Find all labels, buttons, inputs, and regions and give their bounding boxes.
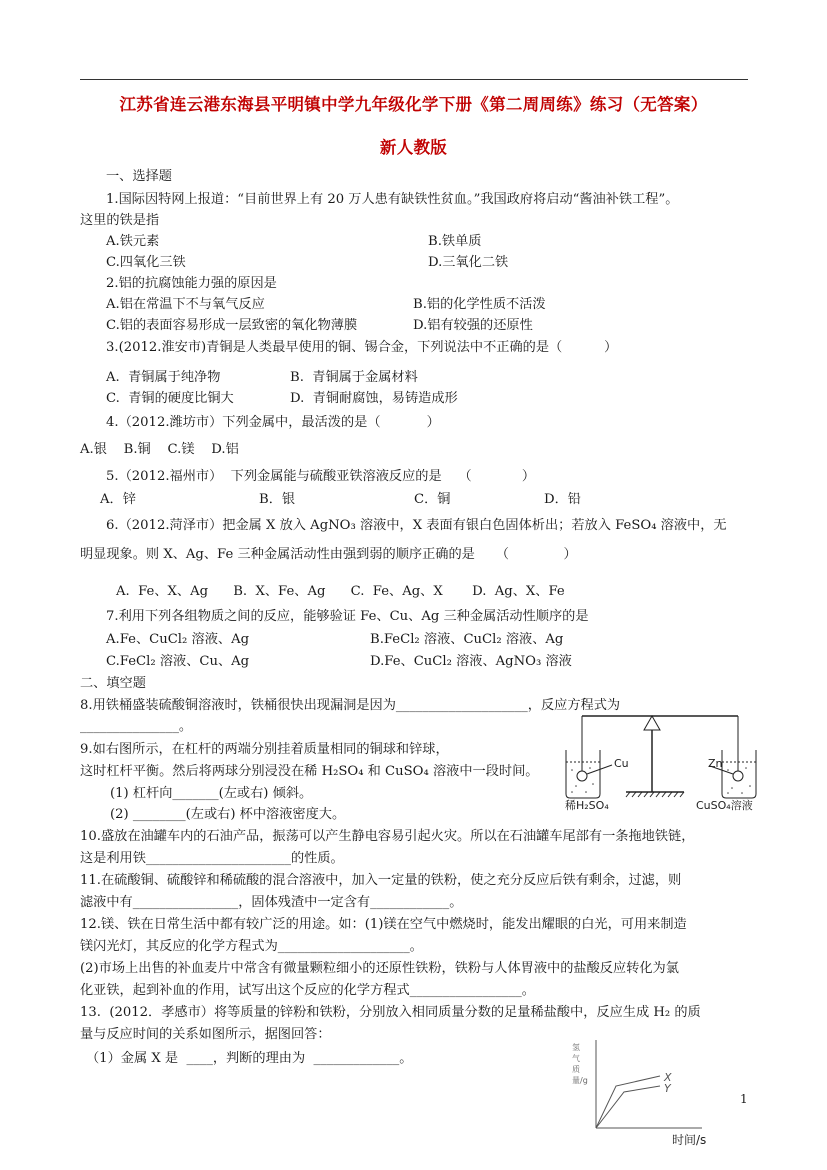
- text-line: （1）金属 X 是 ____，判断的理由为 _____________。: [86, 1051, 413, 1066]
- text-line: 7.利用下列各组物质之间的反应，能够验证 Fe、Cu、Ag 三种金属活动性顺序的是: [106, 609, 589, 624]
- text-line: B.铁单质: [428, 234, 482, 249]
- text-line: 6.（2012.菏泽市）把金属 X 放入 AgNO₃ 溶液中，X 表面有银白色固体析出；若放入 FeSO₄ 溶液中，无: [106, 518, 727, 533]
- text-line: D. 青铜耐腐蚀，易铸造成形: [290, 391, 458, 406]
- text-line: B.铝的化学性质不活泼: [413, 297, 546, 312]
- text-line: C.FeCl₂ 溶液、Cu、Ag: [106, 654, 250, 669]
- label-right-beaker: CuSO₄溶液: [696, 799, 753, 812]
- text-line: A.铁元素: [106, 234, 160, 249]
- text-line: 滤液中有________________，固体残渣中一定含有____________。: [80, 895, 463, 910]
- graph-y-label: 氢气质量/g: [572, 1043, 588, 1085]
- text-line: D.三氧化二铁: [428, 255, 509, 270]
- text-line: D.铝有较强的还原性: [413, 318, 533, 333]
- text-line: 1.国际因特网上报道：“目前世界上有 20 万人患有缺铁性贫血。”我国政府将启动“酱油补铁工程”。: [106, 192, 679, 207]
- text-line: B. 青铜属于金属材料: [290, 370, 418, 385]
- text-line: 明显现象。则 X、Ag、Fe 三种金属活动性由强到弱的顺序正确的是 （ ）: [80, 547, 577, 562]
- text-line: 5.（2012.福州市） 下列金属能与硫酸亚铁溶液反应的是 （ ）: [106, 469, 536, 484]
- graph-series-x-label: X: [664, 1071, 672, 1084]
- text-line: 这时杠杆平衡。然后将两球分别浸没在稀 H₂SO₄ 和 CuSO₄ 溶液中一段时间。: [80, 764, 539, 779]
- page-number: 1: [740, 1092, 748, 1106]
- lever-beaker-figure: [560, 708, 760, 810]
- text-line: B．银: [259, 492, 296, 507]
- text-line: 12.镁、铁在日常生活中都有较广泛的用途。如：(1)镁在空气中燃烧时，能发出耀眼的白光，可用来制造: [80, 917, 687, 932]
- label-left-beaker: 稀H₂SO₄: [565, 799, 609, 812]
- text-line: 这是利用铁______________________的性质。: [80, 851, 344, 866]
- text-line: A. 青铜属于纯净物: [106, 370, 221, 385]
- text-line: 这里的铁是指: [80, 213, 160, 228]
- text-line: 8.用铁桶盛装硫酸铜溶液时，铁桶很快出现漏洞是因为____________________，反应方程式为: [80, 698, 621, 713]
- text-line: (2) ________(左或右) 杯中溶液密度大。: [110, 807, 346, 822]
- text-line: C.铝的表面容易形成一层致密的氧化物薄膜: [106, 318, 358, 333]
- text-line: 10.盛放在油罐车内的石油产品，振荡可以产生静电容易引起火灾。所以在石油罐车尾部有一条拖地铁链，: [80, 829, 695, 844]
- text-line: 二、填空题: [80, 676, 146, 691]
- text-line: C.四氧化三铁: [106, 255, 186, 270]
- document-title: 江苏省连云港东海县平明镇中学九年级化学下册《第二周周练》练习（无答案）: [119, 95, 708, 114]
- series-x-line: [596, 1076, 660, 1128]
- text-line: A.Fe、CuCl₂ 溶液、Ag: [106, 632, 250, 647]
- text-line: D.Fe、CuCl₂ 溶液、AgNO₃ 溶液: [370, 654, 572, 669]
- text-line: 3.(2012.淮安市)青铜是人类最早使用的铜、锡合金，下列说法中不正确的是（ ）: [106, 340, 618, 355]
- hydrogen-time-graph: [590, 1036, 710, 1136]
- text-line: A.银 B.铜 C.镁 D.铝: [80, 442, 239, 457]
- text-line: 一、选择题: [106, 169, 172, 184]
- label-cu: Cu: [614, 757, 629, 770]
- text-line: 2.铝的抗腐蚀能力强的原因是: [106, 276, 277, 291]
- document-subtitle: 新人教版: [379, 138, 448, 157]
- text-line: _______________。: [80, 719, 193, 734]
- text-line: 量与反应时间的关系如图所示，据图回答：: [80, 1027, 331, 1042]
- text-line: (1) 杠杆向_______(左或右) 倾斜。: [110, 786, 313, 801]
- graph-x-label: 时间/s: [672, 1133, 707, 1147]
- zinc-ball: [733, 771, 743, 781]
- text-line: 11.在硫酸铜、硫酸锌和稀硫酸的混合溶液中，加入一定量的铁粉，使之充分反应后铁有剩余，过滤，则: [80, 873, 682, 888]
- text-line: B.FeCl₂ 溶液、CuCl₂ 溶液、Ag: [370, 632, 564, 647]
- text-line: 9.如右图所示，在杠杆的两端分别挂着质量相同的铜球和锌球，: [80, 742, 449, 757]
- text-line: 镁闪光灯，其反应的化学方程式为____________________。: [80, 939, 423, 954]
- header-rule: [80, 79, 748, 80]
- text-line: C．铜: [414, 492, 451, 507]
- label-zn: Zn: [708, 757, 723, 770]
- text-line: 13. (2012．孝感市）将等质量的锌粉和铁粉，分别放入相同质量分数的足量稀盐酸中，反应生成 H₂ 的质: [80, 1005, 701, 1020]
- text-line: 化亚铁，起到补血的作用，试写出这个反应的化学方程式_________________。: [80, 983, 535, 998]
- copper-ball: [577, 771, 587, 781]
- text-line: (2)市场上出售的补血麦片中常含有微量颗粒细小的还原性铁粉，铁粉与人体胃液中的盐酸反应转化为氯: [80, 961, 679, 976]
- fulcrum: [644, 716, 660, 730]
- text-line: 4.（2012.潍坊市）下列金属中，最活泼的是（ ）: [106, 415, 440, 430]
- text-line: A．锌: [100, 492, 136, 507]
- text-line: A.铝在常温下不与氧气反应: [106, 297, 265, 312]
- text-line: C. 青铜的硬度比铜大: [106, 391, 234, 406]
- text-line: D．铅: [544, 492, 581, 507]
- text-line: A. Fe、X、Ag B. X、Fe、Ag C. Fe、Ag、X D. Ag、X、Fe: [116, 584, 565, 599]
- graph-series-y-label: Y: [664, 1082, 671, 1095]
